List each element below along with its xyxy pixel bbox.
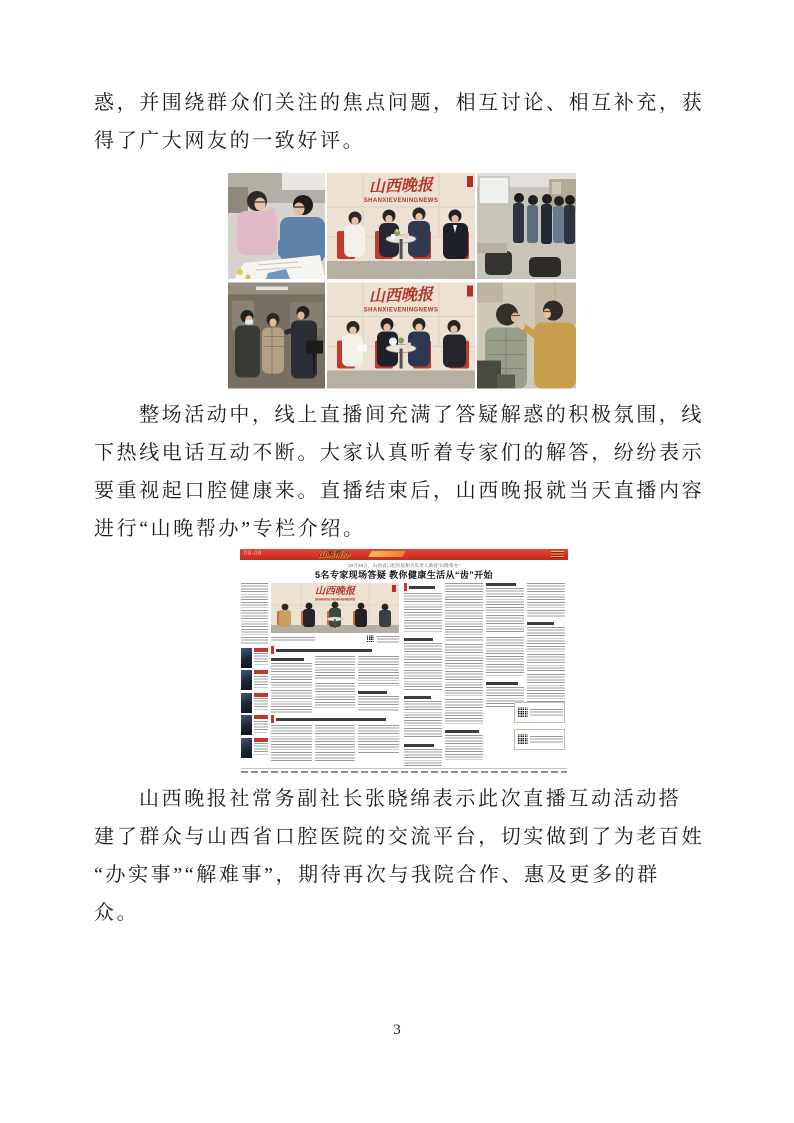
newspaper-photo	[271, 583, 399, 633]
paragraph-3-line: 众。	[94, 902, 140, 924]
studio-wall-logo-en: SHANXIEVENINGNEWS	[363, 307, 439, 314]
masthead-date-block	[551, 551, 564, 558]
expert-name-badge	[254, 738, 269, 742]
paragraph-3	[94, 780, 710, 932]
flame-decoration-icon	[368, 551, 405, 557]
newspaper-clipping	[240, 549, 568, 779]
article-columns	[271, 725, 399, 761]
scan-replay-box	[514, 702, 565, 723]
expert-name-badge	[254, 715, 269, 719]
expert-name-badge	[254, 670, 269, 674]
expert-bio-text	[254, 653, 269, 666]
newspaper-main-column	[271, 583, 399, 766]
studio-wall-logo-en: SHANXIEVENINGNEWS	[314, 597, 356, 602]
photo-dental-check	[477, 282, 576, 389]
paragraph-2-line: 整场活动中，线上直播间充满了答疑解惑的积极氛围，线	[139, 404, 704, 426]
expert-bio-text	[254, 698, 269, 711]
expert-bio-text	[254, 743, 269, 756]
article-columns	[271, 656, 399, 713]
newspaper-spread	[240, 581, 568, 766]
newspaper-page-label: 08-09	[244, 551, 262, 557]
newspaper-left-page	[241, 583, 399, 766]
paragraph-3-line: 建了群众与山西省口腔医院的交流平台，切实做到了为老百姓	[94, 826, 705, 848]
qr-caption-text	[377, 636, 399, 643]
paragraph-3-line: “办实事”“解难事”，期待再次与我院合作、惠及更多的群	[94, 864, 660, 886]
expert-portrait	[241, 670, 252, 690]
red-section-marker	[271, 646, 274, 654]
studio-wall-logo-en: SHANXIEVENINGNEWS	[363, 198, 439, 204]
photo-office-conversation	[228, 282, 325, 389]
newspaper-footer	[241, 768, 567, 774]
section-heading-bar	[276, 649, 372, 652]
studio-wall-logo: 山西晚报	[368, 286, 434, 306]
red-section-marker	[404, 583, 407, 591]
section-heading	[271, 715, 399, 723]
newspaper-right-page	[404, 583, 565, 766]
paragraph-2	[94, 396, 710, 548]
qr-code-icon	[517, 707, 528, 718]
section-heading-bar	[276, 718, 386, 721]
qr-code-icon	[366, 635, 374, 643]
red-section-marker	[271, 715, 274, 723]
page-number: 3	[393, 1022, 401, 1038]
newspaper-masthead-logo: 山晚帮办	[318, 550, 350, 559]
newspaper-left-column	[241, 583, 268, 766]
column-text-block	[241, 583, 268, 645]
expert-portrait	[241, 693, 252, 713]
photo-collage	[228, 173, 576, 389]
section-heading	[271, 646, 399, 654]
expert-portrait	[241, 738, 252, 758]
expert-name-badge	[254, 648, 269, 652]
studio-wall-logo: 山西晚报	[368, 176, 434, 197]
paragraph-2-line: 进行“山晚帮办”专栏介绍。	[94, 518, 366, 540]
expert-card	[241, 648, 268, 668]
paragraph-2-line: 要重视起口腔健康来。直播结束后，山西晚报就当天直播内容	[94, 480, 705, 502]
expert-card	[241, 715, 268, 735]
photo-office-group	[477, 173, 576, 279]
photo-studio-interview-2	[327, 282, 475, 389]
photo-desk-writing	[228, 173, 325, 279]
qr-label-text	[530, 736, 563, 744]
expert-card	[241, 693, 268, 713]
expert-bio-text	[254, 676, 269, 689]
qr-label-text	[530, 709, 563, 717]
newspaper-headline: 5名专家现场答疑 教你健康生活从“齿”开始	[315, 570, 493, 580]
photo-caption-text	[271, 637, 315, 642]
expert-card	[241, 670, 268, 690]
newspaper-banner	[240, 549, 568, 560]
expert-name-badge	[254, 693, 269, 697]
photo-caption-row	[271, 634, 399, 644]
studio-wall-logo: 山西晚报	[315, 586, 355, 597]
qr-code-icon	[517, 734, 528, 745]
scan-replay-box	[514, 729, 565, 750]
expert-bio-text	[254, 721, 269, 734]
newspaper-kicker: 10月29日，山西省口腔医院相关负责人做客“山晚帮办”	[347, 563, 461, 569]
paragraph-1	[94, 84, 710, 160]
paragraph-1-line: 得了广大网友的一致好评。	[94, 130, 366, 152]
expert-portrait	[241, 715, 252, 735]
expert-card	[241, 738, 268, 758]
paragraph-2-line: 下热线电话互动不断。大家认真听着专家们的解答，纷纷表示	[94, 442, 705, 464]
photo-studio-interview-1	[327, 173, 475, 279]
paragraph-3-line: 山西晚报社常务副社长张晓绵表示此次直播互动活动搭	[139, 788, 682, 810]
expert-portrait	[241, 648, 252, 668]
paragraph-1-line: 惑，并围绕群众们关注的焦点问题，相互讨论、相互补充，获	[94, 92, 705, 114]
